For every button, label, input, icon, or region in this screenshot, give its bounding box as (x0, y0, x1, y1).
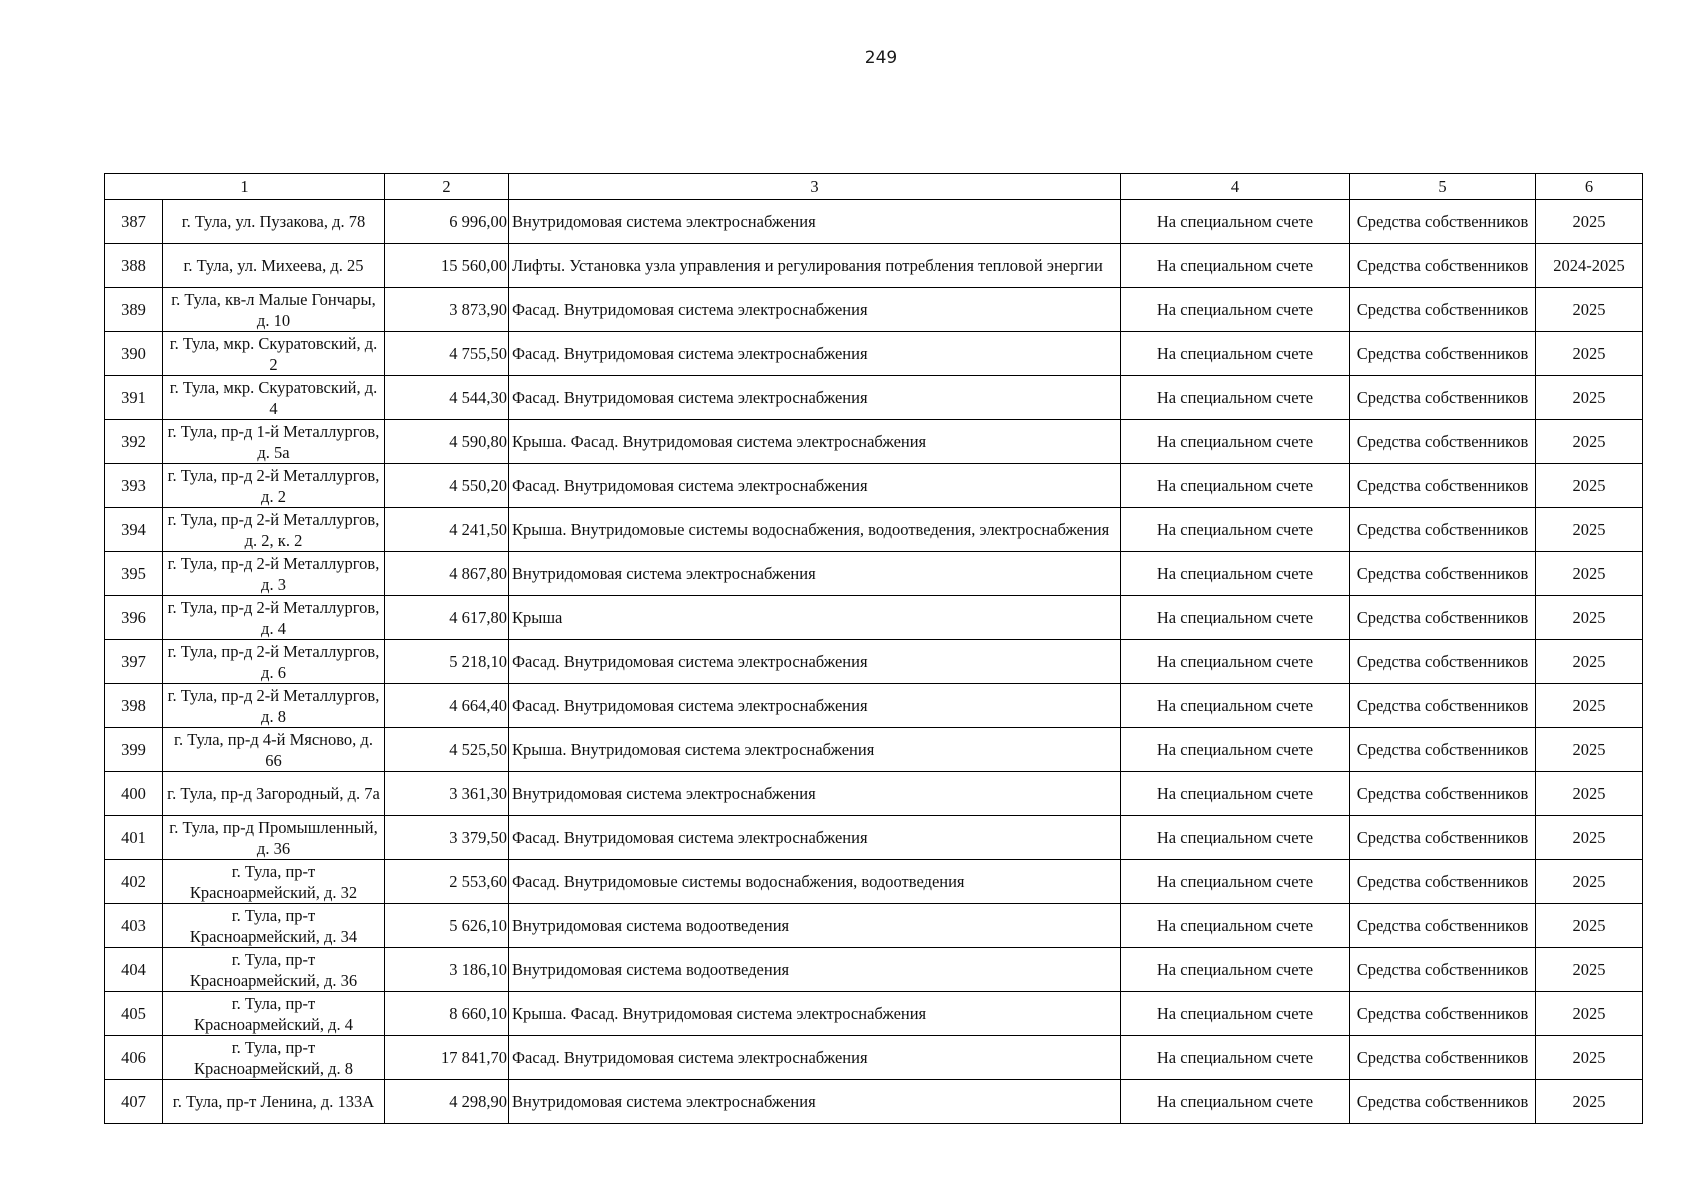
funding-method-cell: На специальном счете (1121, 288, 1350, 332)
cost-cell: 4 241,50 (385, 508, 509, 552)
address-cell: г. Тула, мкр. Скуратовский, д. 2 (163, 332, 385, 376)
year-cell: 2025 (1536, 288, 1643, 332)
address-cell: г. Тула, пр-д 2-й Металлургов, д. 3 (163, 552, 385, 596)
table-row (105, 992, 1643, 1036)
funding-source-cell: Средства собственников (1350, 332, 1536, 376)
funding-method-cell: На специальном счете (1121, 728, 1350, 772)
year-cell: 2025 (1536, 376, 1643, 420)
funding-source-cell: Средства собственников (1350, 684, 1536, 728)
cost-cell: 5 218,10 (385, 640, 509, 684)
year-cell: 2025 (1536, 684, 1643, 728)
year-cell: 2025 (1536, 640, 1643, 684)
address-cell: г. Тула, пр-д 2-й Металлургов, д. 6 (163, 640, 385, 684)
works-cell: Внутридомовая система водоотведения (509, 904, 1121, 948)
cost-cell: 6 996,00 (385, 200, 509, 244)
cost-cell: 8 660,10 (385, 992, 509, 1036)
address-cell: г. Тула, пр-т Красноармейский, д. 8 (163, 1036, 385, 1080)
year-cell: 2025 (1536, 508, 1643, 552)
address-cell: г. Тула, пр-д Промышленный, д. 36 (163, 816, 385, 860)
year-cell: 2025 (1536, 948, 1643, 992)
funding-source-cell: Средства собственников (1350, 816, 1536, 860)
row-number-cell: 387 (105, 200, 163, 244)
funding-method-cell: На специальном счете (1121, 640, 1350, 684)
funding-source-cell: Средства собственников (1350, 596, 1536, 640)
address-cell: г. Тула, пр-т Красноармейский, д. 34 (163, 904, 385, 948)
cost-cell: 4 755,50 (385, 332, 509, 376)
cost-cell: 4 525,50 (385, 728, 509, 772)
address-cell: г. Тула, пр-д Загородный, д. 7а (163, 772, 385, 816)
year-cell: 2025 (1536, 904, 1643, 948)
address-cell: г. Тула, пр-т Ленина, д. 133А (163, 1080, 385, 1124)
works-cell: Крыша. Фасад. Внутридомовая система электроснабжения (509, 992, 1121, 1036)
year-cell: 2025 (1536, 1036, 1643, 1080)
funding-method-cell: На специальном счете (1121, 332, 1350, 376)
funding-source-cell: Средства собственников (1350, 992, 1536, 1036)
page-number: 249 (864, 48, 898, 68)
funding-source-cell: Средства собственников (1350, 420, 1536, 464)
works-cell: Крыша (509, 596, 1121, 640)
cost-cell: 3 186,10 (385, 948, 509, 992)
funding-source-cell: Средства собственников (1350, 1080, 1536, 1124)
year-cell: 2025 (1536, 464, 1643, 508)
table-row (105, 596, 1643, 640)
row-number-cell: 391 (105, 376, 163, 420)
works-cell: Внутридомовая система электроснабжения (509, 772, 1121, 816)
cost-cell: 4 617,80 (385, 596, 509, 640)
table-body (105, 200, 1643, 1124)
row-number-cell: 405 (105, 992, 163, 1036)
funding-method-cell: На специальном счете (1121, 816, 1350, 860)
address-cell: г. Тула, пр-т Красноармейский, д. 32 (163, 860, 385, 904)
address-cell: г. Тула, пр-д 4-й Мясново, д. 66 (163, 728, 385, 772)
header-cell: 5 (1350, 174, 1536, 200)
row-number-cell: 388 (105, 244, 163, 288)
row-number-cell: 392 (105, 420, 163, 464)
header-cell: 3 (509, 174, 1121, 200)
cost-cell: 4 664,40 (385, 684, 509, 728)
table-row (105, 640, 1643, 684)
row-number-cell: 406 (105, 1036, 163, 1080)
header-cell: 4 (1121, 174, 1350, 200)
address-cell: г. Тула, пр-д 2-й Металлургов, д. 4 (163, 596, 385, 640)
year-cell: 2025 (1536, 596, 1643, 640)
funding-source-cell: Средства собственников (1350, 948, 1536, 992)
header-cell: 1 (105, 174, 385, 200)
cost-cell: 4 298,90 (385, 1080, 509, 1124)
funding-method-cell: На специальном счете (1121, 1080, 1350, 1124)
address-cell: г. Тула, пр-т Красноармейский, д. 4 (163, 992, 385, 1036)
works-cell: Лифты. Установка узла управления и регулирования потребления тепловой энергии (509, 244, 1121, 288)
row-number-cell: 395 (105, 552, 163, 596)
funding-method-cell: На специальном счете (1121, 376, 1350, 420)
funding-method-cell: На специальном счете (1121, 1036, 1350, 1080)
row-number-cell: 396 (105, 596, 163, 640)
funding-source-cell: Средства собственников (1350, 772, 1536, 816)
works-cell: Фасад. Внутридомовая система электроснабжения (509, 332, 1121, 376)
works-cell: Крыша. Внутридомовая система электроснабжения (509, 728, 1121, 772)
works-cell: Фасад. Внутридомовая система электроснабжения (509, 684, 1121, 728)
table-row (105, 552, 1643, 596)
funding-method-cell: На специальном счете (1121, 552, 1350, 596)
row-number-cell: 394 (105, 508, 163, 552)
table-row (105, 1080, 1643, 1124)
year-cell: 2025 (1536, 816, 1643, 860)
repair-program-table (104, 173, 1643, 1124)
address-cell: г. Тула, кв-л Малые Гончары, д. 10 (163, 288, 385, 332)
year-cell: 2025 (1536, 772, 1643, 816)
table-row (105, 860, 1643, 904)
table-row (105, 244, 1643, 288)
funding-source-cell: Средства собственников (1350, 508, 1536, 552)
table-row (105, 1036, 1643, 1080)
row-number-cell: 390 (105, 332, 163, 376)
funding-source-cell: Средства собственников (1350, 860, 1536, 904)
works-cell: Внутридомовая система электроснабжения (509, 552, 1121, 596)
year-cell: 2025 (1536, 332, 1643, 376)
table-row (105, 772, 1643, 816)
cost-cell: 4 544,30 (385, 376, 509, 420)
address-cell: г. Тула, пр-д 1-й Металлургов, д. 5а (163, 420, 385, 464)
funding-method-cell: На специальном счете (1121, 992, 1350, 1036)
works-cell: Фасад. Внутридомовая система электроснабжения (509, 288, 1121, 332)
funding-method-cell: На специальном счете (1121, 200, 1350, 244)
row-number-cell: 397 (105, 640, 163, 684)
row-number-cell: 401 (105, 816, 163, 860)
funding-method-cell: На специальном счете (1121, 508, 1350, 552)
funding-source-cell: Средства собственников (1350, 904, 1536, 948)
header-cell: 6 (1536, 174, 1643, 200)
works-cell: Фасад. Внутридомовая система электроснабжения (509, 816, 1121, 860)
cost-cell: 3 379,50 (385, 816, 509, 860)
works-cell: Фасад. Внутридомовые системы водоснабжения, водоотведения (509, 860, 1121, 904)
funding-method-cell: На специальном счете (1121, 420, 1350, 464)
funding-source-cell: Средства собственников (1350, 288, 1536, 332)
row-number-cell: 398 (105, 684, 163, 728)
row-number-cell: 403 (105, 904, 163, 948)
funding-source-cell: Средства собственников (1350, 244, 1536, 288)
address-cell: г. Тула, пр-д 2-й Металлургов, д. 2 (163, 464, 385, 508)
cost-cell: 5 626,10 (385, 904, 509, 948)
address-cell: г. Тула, пр-д 2-й Металлургов, д. 8 (163, 684, 385, 728)
table-row (105, 464, 1643, 508)
year-cell: 2025 (1536, 992, 1643, 1036)
works-cell: Внутридомовая система электроснабжения (509, 200, 1121, 244)
year-cell: 2025 (1536, 200, 1643, 244)
works-cell: Крыша. Внутридомовые системы водоснабжения, водоотведения, электроснабжения (509, 508, 1121, 552)
table-row (105, 728, 1643, 772)
year-cell: 2025 (1536, 420, 1643, 464)
cost-cell: 15 560,00 (385, 244, 509, 288)
cost-cell: 4 867,80 (385, 552, 509, 596)
funding-source-cell: Средства собственников (1350, 376, 1536, 420)
works-cell: Крыша. Фасад. Внутридомовая система электроснабжения (509, 420, 1121, 464)
works-cell: Фасад. Внутридомовая система электроснабжения (509, 376, 1121, 420)
funding-source-cell: Средства собственников (1350, 464, 1536, 508)
works-cell: Фасад. Внутридомовая система электроснабжения (509, 640, 1121, 684)
funding-method-cell: На специальном счете (1121, 684, 1350, 728)
funding-method-cell: На специальном счете (1121, 860, 1350, 904)
funding-source-cell: Средства собственников (1350, 200, 1536, 244)
year-cell: 2025 (1536, 728, 1643, 772)
table-row (105, 332, 1643, 376)
table-row (105, 200, 1643, 244)
row-number-cell: 407 (105, 1080, 163, 1124)
table-row (105, 376, 1643, 420)
funding-method-cell: На специальном счете (1121, 596, 1350, 640)
works-cell: Фасад. Внутридомовая система электроснабжения (509, 464, 1121, 508)
cost-cell: 4 590,80 (385, 420, 509, 464)
year-cell: 2025 (1536, 552, 1643, 596)
cost-cell: 3 873,90 (385, 288, 509, 332)
cost-cell: 2 553,60 (385, 860, 509, 904)
address-cell: г. Тула, пр-т Красноармейский, д. 36 (163, 948, 385, 992)
row-number-cell: 389 (105, 288, 163, 332)
cost-cell: 3 361,30 (385, 772, 509, 816)
funding-method-cell: На специальном счете (1121, 772, 1350, 816)
funding-source-cell: Средства собственников (1350, 1036, 1536, 1080)
table-row (105, 684, 1643, 728)
table-row (105, 904, 1643, 948)
works-cell: Фасад. Внутридомовая система электроснабжения (509, 1036, 1121, 1080)
year-cell: 2025 (1536, 860, 1643, 904)
funding-source-cell: Средства собственников (1350, 640, 1536, 684)
table-header-row (105, 174, 1643, 200)
row-number-cell: 399 (105, 728, 163, 772)
funding-method-cell: На специальном счете (1121, 904, 1350, 948)
year-cell: 2024-2025 (1536, 244, 1643, 288)
row-number-cell: 400 (105, 772, 163, 816)
funding-source-cell: Средства собственников (1350, 552, 1536, 596)
year-cell: 2025 (1536, 1080, 1643, 1124)
row-number-cell: 402 (105, 860, 163, 904)
funding-method-cell: На специальном счете (1121, 244, 1350, 288)
table-row (105, 948, 1643, 992)
address-cell: г. Тула, ул. Пузакова, д. 78 (163, 200, 385, 244)
address-cell: г. Тула, пр-д 2-й Металлургов, д. 2, к. 2 (163, 508, 385, 552)
row-number-cell: 393 (105, 464, 163, 508)
funding-method-cell: На специальном счете (1121, 464, 1350, 508)
table-row (105, 420, 1643, 464)
table-row (105, 288, 1643, 332)
table-row (105, 508, 1643, 552)
cost-cell: 17 841,70 (385, 1036, 509, 1080)
works-cell: Внутридомовая система водоотведения (509, 948, 1121, 992)
funding-source-cell: Средства собственников (1350, 728, 1536, 772)
funding-method-cell: На специальном счете (1121, 948, 1350, 992)
cost-cell: 4 550,20 (385, 464, 509, 508)
row-number-cell: 404 (105, 948, 163, 992)
works-cell: Внутридомовая система электроснабжения (509, 1080, 1121, 1124)
table-row (105, 816, 1643, 860)
address-cell: г. Тула, мкр. Скуратовский, д. 4 (163, 376, 385, 420)
header-cell: 2 (385, 174, 509, 200)
address-cell: г. Тула, ул. Михеева, д. 25 (163, 244, 385, 288)
